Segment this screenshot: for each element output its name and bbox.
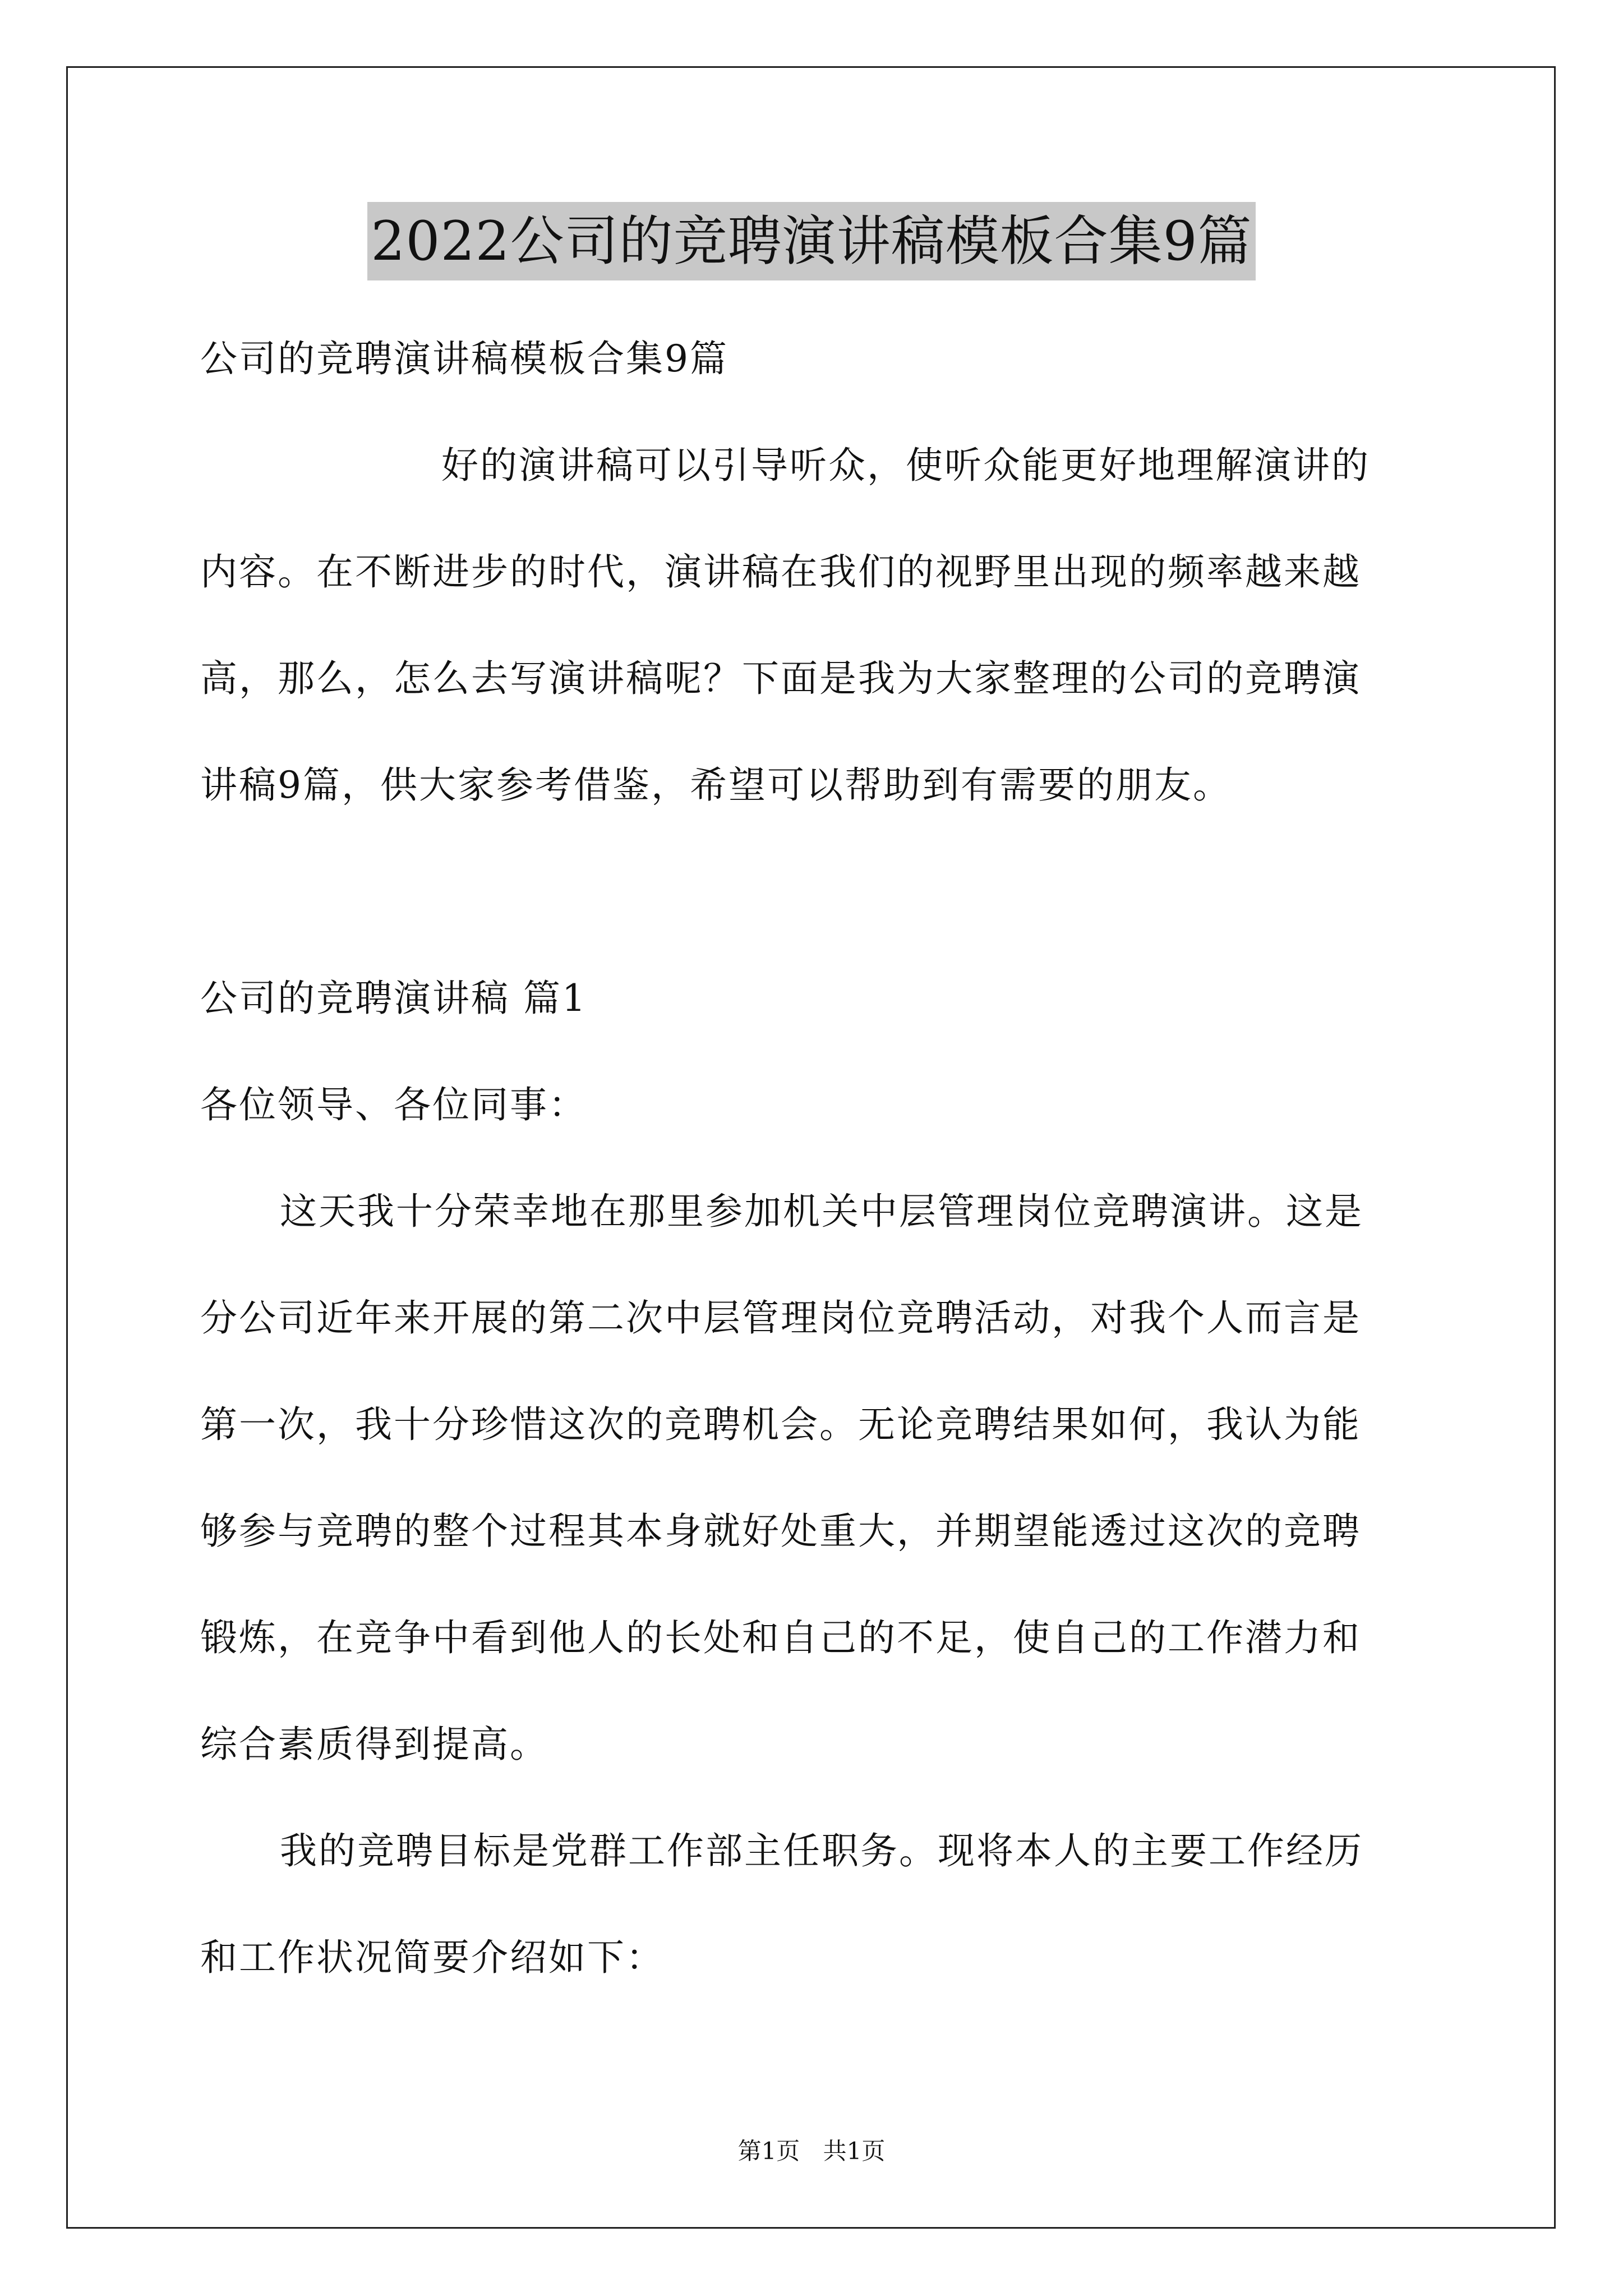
paragraph-line: 第一次，我十分珍惜这次的竞聘机会。无论竞聘结果如何，我认为能 [200,1403,1361,1446]
intro-line: 好的演讲稿可以引导听众，使听众能更好地理解演讲的 [441,444,1370,487]
blank-line [200,839,1423,945]
paragraph-line: 够参与竞聘的整个过程其本身就好处重大，并期望能透过这次的竞聘 [200,1510,1361,1553]
document-title: 2022公司的竞聘演讲稿模板合集9篇 [367,202,1255,280]
page-number: 第1页 [737,2137,800,2165]
intro-line: 讲稿9篇，供大家参考借鉴，希望可以帮助到有需要的朋友。 [200,763,1232,807]
subtitle: 公司的竞聘演讲稿模板合集9篇 [200,337,728,380]
page-footer [0,2134,1623,2168]
intro-line: 高，那么，怎么去写演讲稿呢？下面是我为大家整理的公司的竞聘演 [200,657,1361,700]
salutation: 各位领导、各位同事： [200,1083,587,1126]
paragraph-line: 这天我十分荣幸地在那里参加机关中层管理岗位竞聘演讲。这是 [280,1190,1363,1233]
paragraph-line: 综合素质得到提高。 [200,1723,548,1766]
section-heading: 公司的竞聘演讲稿 篇1 [200,977,587,1020]
paragraph-line: 我的竞聘目标是党群工作部主任职务。现将本人的主要工作经历 [280,1829,1363,1872]
paragraph-line: 分公司近年来开展的第二次中层管理岗位竞聘活动，对我个人而言是 [200,1296,1361,1340]
page-total: 共1页 [823,2137,886,2165]
intro-line: 内容。在不断进步的时代，演讲稿在我们的视野里出现的频率越来越 [200,550,1361,593]
paragraph-line: 和工作状况简要介绍如下： [200,1936,665,1979]
document-body [200,306,1423,2011]
paragraph-line: 锻炼，在竞争中看到他人的长处和自己的不足，使自己的工作潜力和 [200,1616,1361,1659]
title-container [0,202,1623,280]
